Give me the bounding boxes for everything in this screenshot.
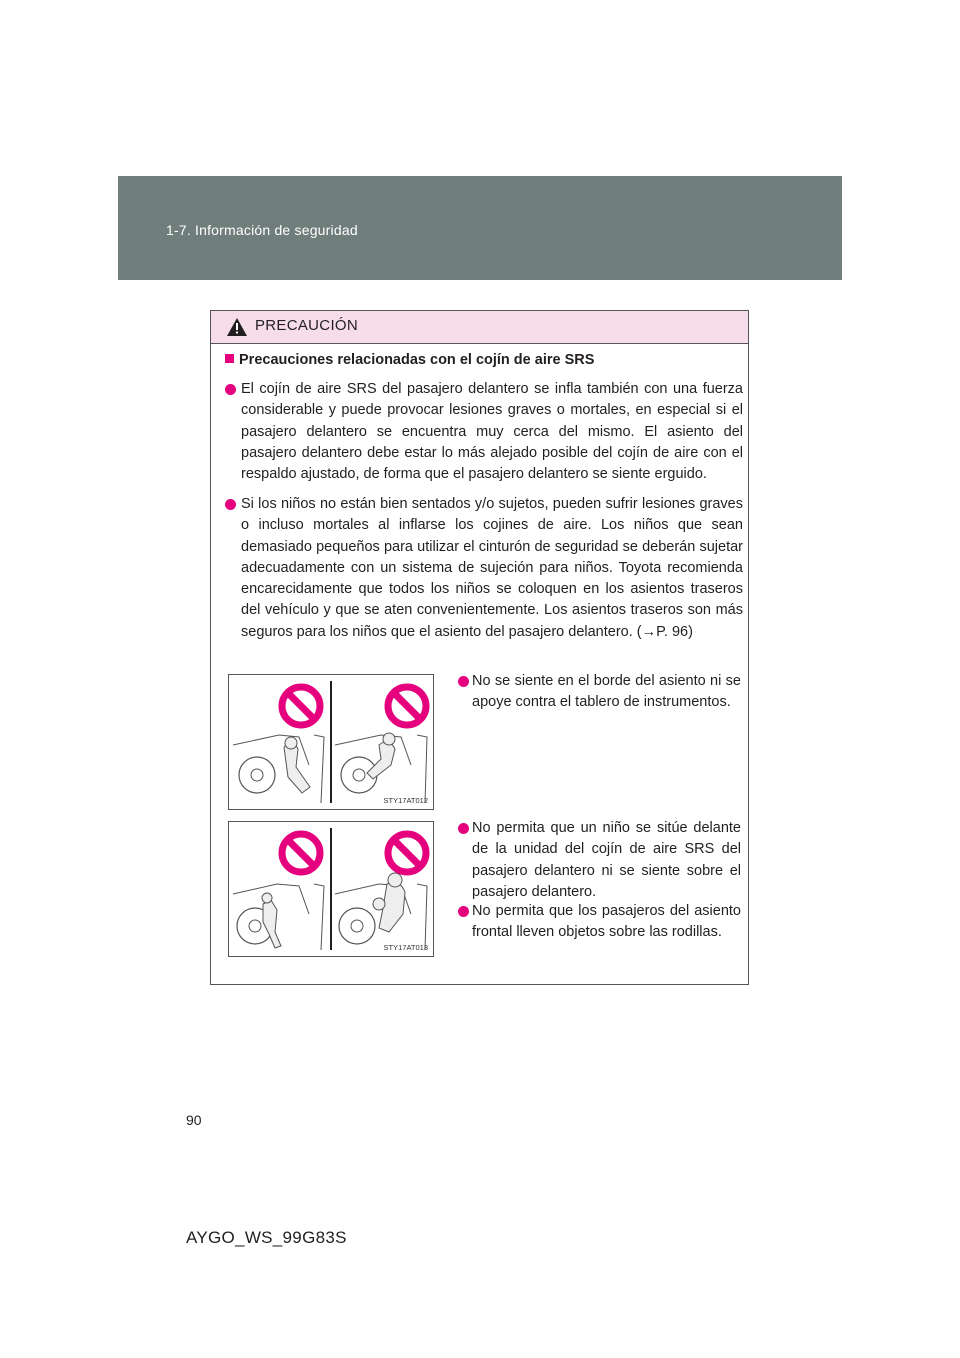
list-item [225, 494, 743, 643]
caution-header [211, 311, 748, 344]
square-bullet-icon [225, 354, 234, 363]
warning-icon [227, 318, 247, 336]
list-item [458, 671, 741, 714]
prohibition-icon [384, 683, 430, 729]
header-band [118, 176, 842, 280]
bullet-dot-icon [458, 823, 469, 834]
bullet-dot-icon [225, 384, 236, 395]
figure-code: STY17AT013 [383, 943, 428, 952]
bullet-text: El cojín de aire SRS del pasajero delantero se infla también con una fuerza considerable y puede provocar lesiones graves o mortales, en especial si el pasajero delantero se encuentra muy cerca del mismo. El asiento del pasajero delantero debe estar lo más alejado posible del cojín de aire con el respaldo ajustado, de forma que el pasajero delantero se siente erguido. [241, 381, 743, 483]
document-code: AYGO_WS_99G83S [186, 1228, 347, 1247]
subheading [225, 352, 594, 368]
list-item [458, 818, 741, 903]
caution-label: PRECAUCIÓN [255, 317, 359, 334]
list-item [225, 379, 743, 485]
caution-box [210, 310, 749, 985]
bullet-dot-icon [458, 906, 469, 917]
prohibition-icon [278, 683, 324, 729]
page-number: 90 [186, 1112, 202, 1128]
illustration-seat-position [228, 674, 434, 810]
subheading-text: Precauciones relacionadas con el cojín de aire SRS [239, 352, 595, 368]
figure-code: STY17AT012 [383, 796, 428, 805]
prohibition-icon [384, 830, 430, 876]
bullet-text: Si los niños no están bien sentados y/o sujetos, pueden sufrir lesiones graves o incluso mortales al inflarse los cojines de aire. Los niños que sean demasiado pequeños para utilizar el cinturón de seguridad se deberán sujetar adecuadamente con un sistema de sujeción para niños. Toyota recomienda encarecidamente que todos los niños se coloquen en los asientos traseros del vehículo y que se aten convenientemente. Los asientos traseros son más seguros para los niños que el asiento del pasajero delantero. (→P. 96) [241, 496, 743, 640]
list-item [458, 901, 741, 944]
prohibition-icon [278, 830, 324, 876]
section-title: 1-7. Información de seguridad [166, 222, 358, 238]
bullet-dot-icon [225, 499, 236, 510]
bullet-text: No permita que un niño se sitúe delante de la unidad del cojín de aire SRS del pasajero delantero ni se siente sobre el pasajero delantero. [472, 820, 741, 900]
bullet-dot-icon [458, 676, 469, 687]
bullet-text: No permita que los pasajeros del asiento frontal lleven objetos sobre las rodillas. [472, 903, 741, 941]
bullet-text: No se siente en el borde del asiento ni se apoye contra el tablero de instrumentos. [472, 673, 741, 711]
illustration-child-position [228, 821, 434, 957]
